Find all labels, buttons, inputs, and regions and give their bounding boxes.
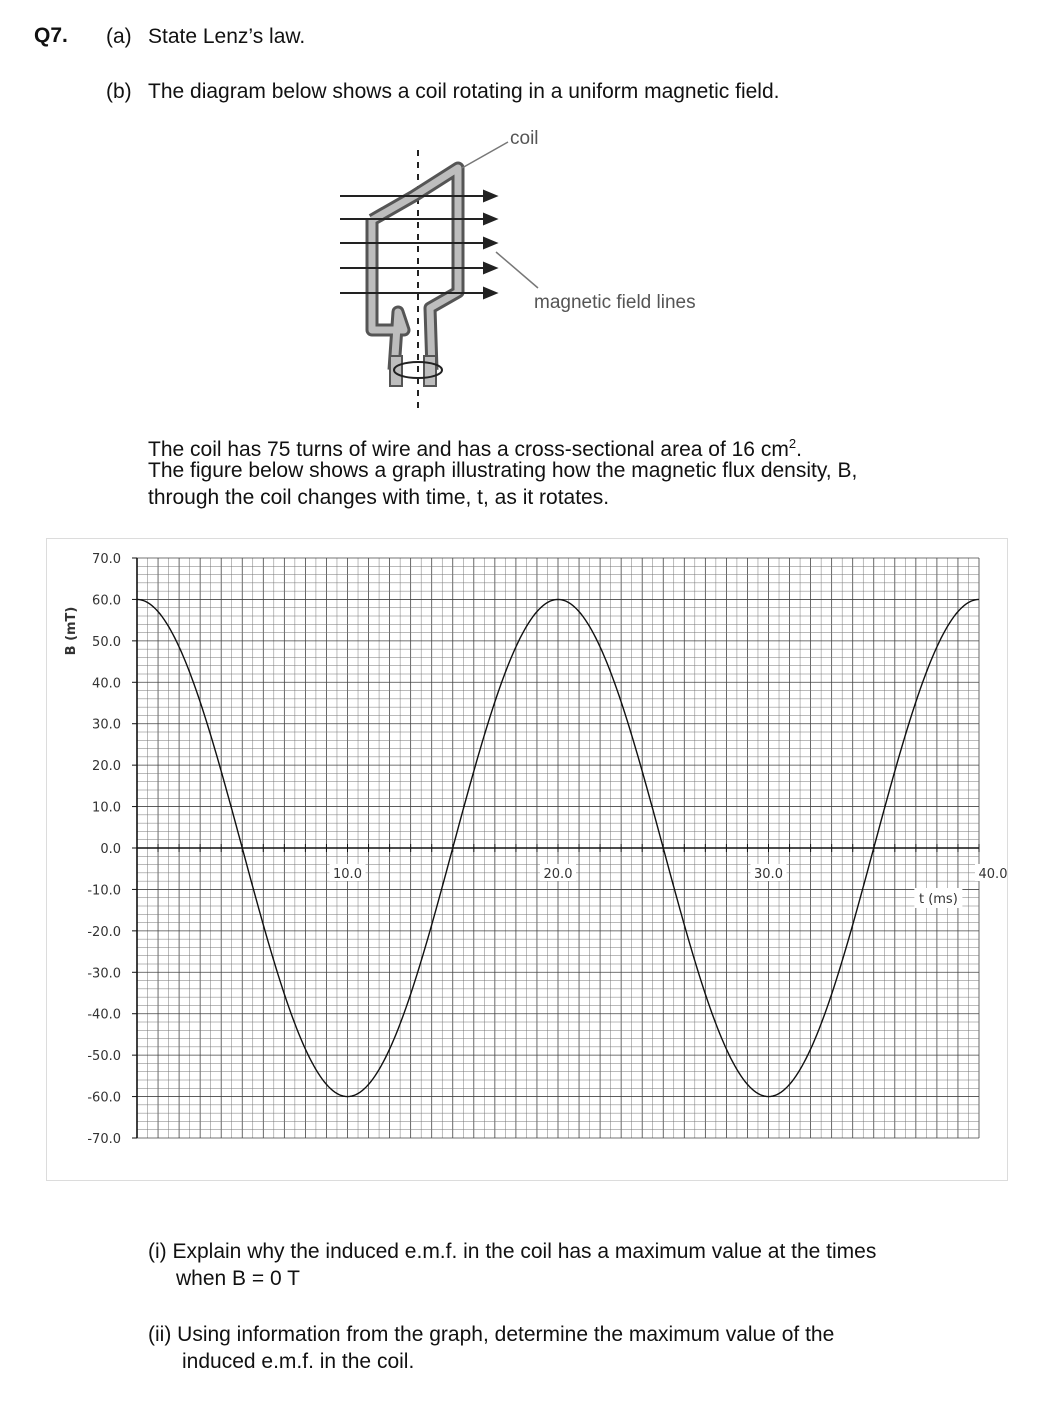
- coil-loop: [372, 168, 458, 386]
- part-a-label: (a): [106, 25, 132, 48]
- sub-question-i-line-1: (i) Explain why the induced e.m.f. in the coil has a maximum value at the times: [148, 1240, 877, 1263]
- sub-question-ii-line-2: induced e.m.f. in the coil.: [182, 1350, 415, 1373]
- question-number: Q7.: [34, 24, 68, 47]
- field-leader-line: [496, 252, 538, 288]
- flux-density-chart: [47, 539, 1007, 1180]
- field-lines-label: magnetic field lines: [534, 292, 696, 313]
- y-tick-label: 0.0: [100, 842, 121, 857]
- y-tick-label: -20.0: [87, 924, 121, 940]
- description-line-2: The figure below shows a graph illustrating how the magnetic flux density, B,: [148, 459, 858, 482]
- y-tick-labels: [87, 552, 121, 1147]
- x-tick-label: 40.0: [978, 867, 1007, 882]
- y-tick-label: 50.0: [92, 634, 121, 650]
- y-tick-label: -10.0: [87, 883, 121, 899]
- x-tick-label: 30.0: [754, 867, 783, 882]
- y-tick-label: 60.0: [92, 593, 121, 609]
- part-b-label: (b): [106, 80, 132, 103]
- y-tick-label: -40.0: [87, 1007, 121, 1023]
- y-tick-label: 70.0: [92, 552, 121, 567]
- sub-question-ii-line-1: (ii) Using information from the graph, determine the maximum value of the: [148, 1323, 835, 1346]
- coil-label: coil: [510, 128, 539, 149]
- y-tick-label: 20.0: [92, 759, 121, 775]
- part-a-text: State Lenz’s law.: [148, 25, 306, 48]
- description-line-1: The coil has 75 turns of wire and has a cross-sectional area of 16 $cm^2$.: [148, 436, 802, 461]
- y-tick-label: -30.0: [87, 966, 121, 982]
- y-tick-label: -70.0: [87, 1132, 121, 1147]
- coil-leader-line: [462, 142, 508, 168]
- x-tick-label: 10.0: [333, 867, 362, 882]
- y-axis-label: B (mT): [64, 606, 79, 656]
- chart-container: [46, 538, 1008, 1181]
- part-b-text: The diagram below shows a coil rotating in a uniform magnetic field.: [148, 80, 780, 103]
- coil-diagram: [300, 120, 780, 420]
- magnetic-field-lines: [340, 191, 496, 298]
- sub-question-i-line-2: when B = 0 T: [176, 1267, 300, 1290]
- x-axis-label: t (ms): [918, 892, 958, 907]
- y-tick-label: 10.0: [92, 800, 121, 816]
- y-tick-label: -60.0: [87, 1090, 121, 1106]
- y-tick-label: -50.0: [87, 1049, 121, 1065]
- description-line-3: through the coil changes with time, t, as it rotates.: [148, 486, 610, 509]
- chart-axes: [132, 558, 979, 1138]
- x-tick-label: 20.0: [543, 867, 573, 882]
- y-tick-label: 40.0: [92, 676, 121, 692]
- y-tick-label: 30.0: [92, 717, 121, 733]
